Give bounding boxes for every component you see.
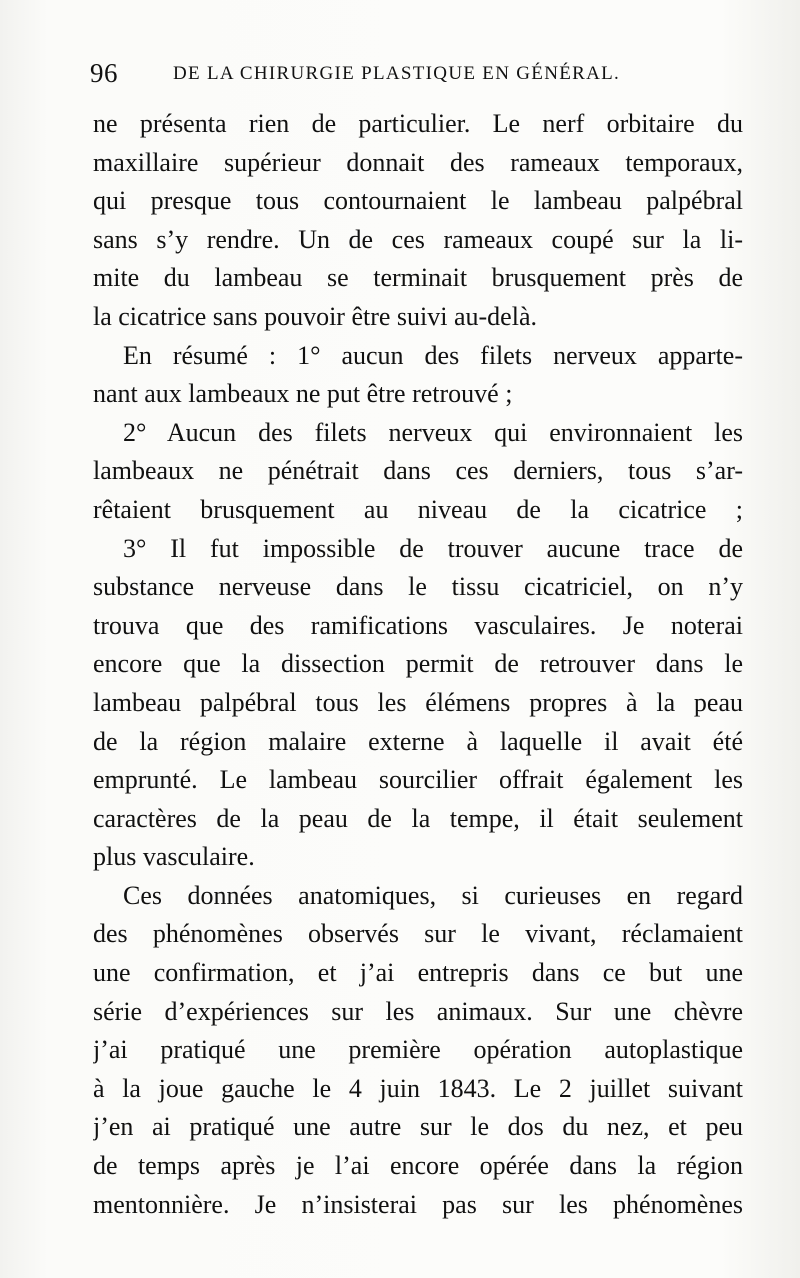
- text-line: maxillaire supérieur donnait des rameaux temporaux,: [93, 147, 743, 177]
- text-line: 2° Aucun des filets nerveux qui environnaient les: [123, 417, 743, 447]
- paragraph: [93, 414, 743, 530]
- text-line: rêtaient brusquement au niveau de la cicatrice ;: [93, 494, 743, 524]
- text-line: substance nerveuse dans le tissu cicatriciel, on n’y: [93, 572, 743, 602]
- text-line: de temps après je l’ai encore opérée dans la région: [93, 1151, 743, 1181]
- page-header: [90, 58, 740, 92]
- paragraph: [93, 877, 743, 1224]
- text-line: En résumé : 1° aucun des filets nerveux apparte-: [123, 340, 743, 370]
- text-line: encore que la dissection permit de retrouver dans le: [93, 649, 743, 679]
- page-number: 96: [90, 58, 118, 88]
- paragraph: [93, 530, 743, 877]
- text-line: j’en ai pratiqué une autre sur le dos du nez, et peu: [93, 1112, 743, 1142]
- text-line: Ces données anatomiques, si curieuses en regard: [123, 880, 743, 910]
- text-line: qui presque tous contournaient le lambeau palpébral: [93, 186, 743, 216]
- text-line: mite du lambeau se terminait brusquement près de: [93, 263, 743, 293]
- text-line: de la région malaire externe à laquelle il avait été: [93, 726, 743, 756]
- text-line: plus vasculaire.: [93, 842, 255, 872]
- paragraph: [93, 337, 743, 414]
- text-line: nant aux lambeaux ne put être retrouvé ;: [93, 379, 513, 409]
- text-line: des phénomènes observés sur le vivant, réclamaient: [93, 919, 743, 949]
- text-line: à la joue gauche le 4 juin 1843. Le 2 juillet suivant: [93, 1073, 743, 1103]
- text-line: une confirmation, et j’ai entrepris dans ce but une: [93, 958, 743, 988]
- text-line: ne présenta rien de particulier. Le nerf orbitaire du: [93, 109, 743, 138]
- text-line: sans s’y rendre. Un de ces rameaux coupé sur la li-: [93, 224, 743, 254]
- text-line: mentonnière. Je n’insisterai pas sur les phénomènes: [93, 1189, 743, 1219]
- text-line: emprunté. Le lambeau sourcilier offrait également les: [93, 765, 743, 795]
- text-line: lambeau palpébral tous les élémens propres à la peau: [93, 687, 743, 717]
- text-line: trouva que des ramifications vasculaires. Je noterai: [93, 610, 743, 640]
- running-title: DE LA CHIRURGIE PLASTIQUE EN GÉNÉRAL.: [173, 63, 621, 84]
- text-line: lambeaux ne pénétrait dans ces derniers, tous s’ar-: [93, 456, 743, 486]
- paragraph: [93, 105, 743, 337]
- text-line: la cicatrice sans pouvoir être suivi au-delà.: [93, 301, 537, 331]
- body-text: [93, 105, 743, 1224]
- text-line: série d’expériences sur les animaux. Sur une chèvre: [93, 996, 743, 1026]
- text-line: caractères de la peau de la tempe, il était seulement: [93, 803, 743, 833]
- text-line: j’ai pratiqué une première opération autoplastique: [93, 1035, 743, 1065]
- text-line: 3° Il fut impossible de trouver aucune trace de: [123, 533, 743, 563]
